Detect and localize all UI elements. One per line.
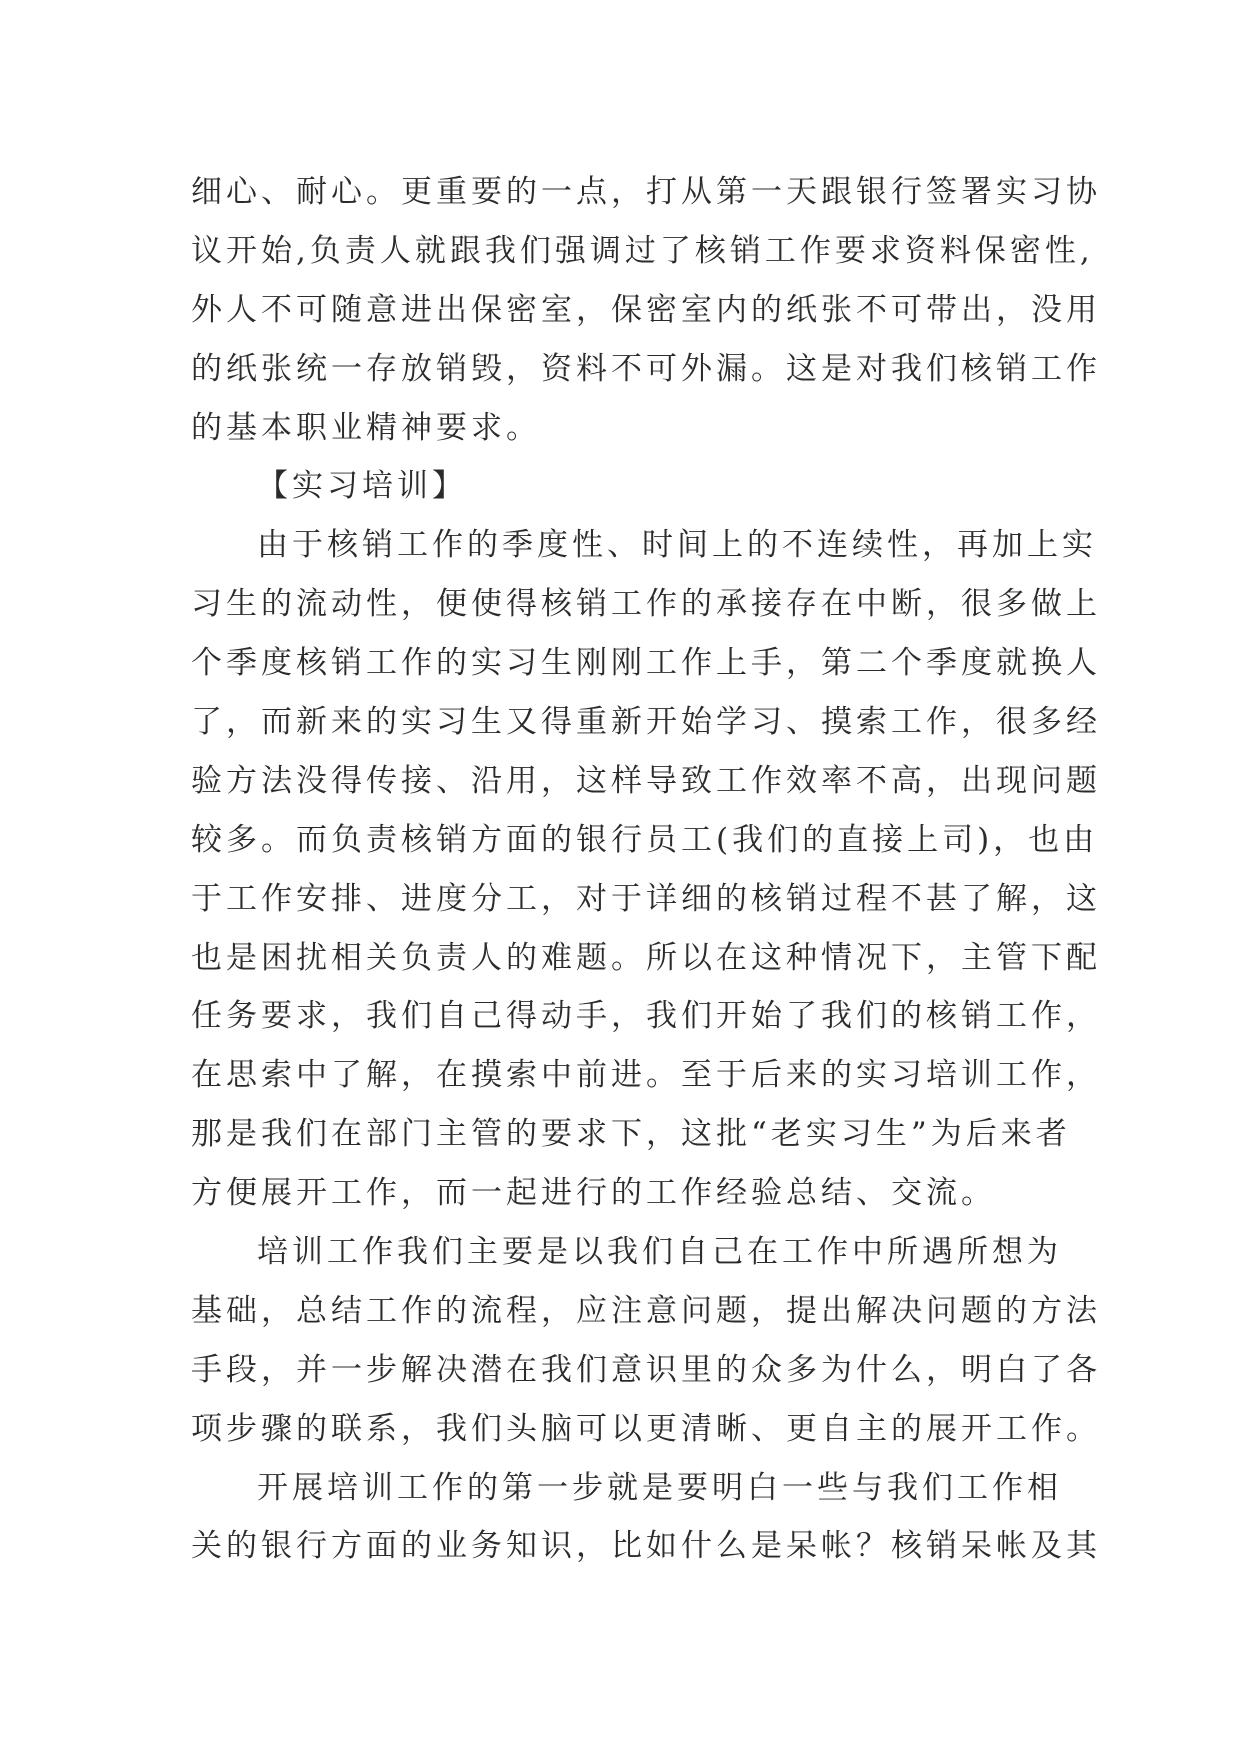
paragraph-start: 由于核销工作的季度性、时间上的不连续性，再加上实 [257, 527, 1097, 564]
text-line: 了，而新来的实习生又得重新开始学习、摸索工作，很多经 [191, 704, 1101, 741]
text-line: 细心、耐心。更重要的一点，打从第一天跟银行签署实习协 [191, 174, 1101, 210]
body-text [191, 163, 1101, 1576]
text-line: 个季度核销工作的实习生刚刚工作上手，第二个季度就换人 [191, 645, 1101, 682]
text-line: 的纸张统一存放销毁，资料不可外漏。这是对我们核销工作 [191, 350, 1101, 387]
text-line: 项步骤的联系，我们头脑可以更清晰、更自主的展开工作。 [191, 1410, 1101, 1447]
text-line: 习生的流动性，便使得核销工作的承接存在中断，很多做上 [191, 586, 1101, 623]
text-line: 议开始,负责人就跟我们强调过了核销工作要求资料保密性, [191, 232, 1094, 269]
text-line: 于工作安排、进度分工，对于详细的核销过程不甚了解，这 [191, 880, 1101, 917]
paragraph-start: 培训工作我们主要是以我们自己在工作中所遇所想为 [257, 1234, 1062, 1271]
text-line: 外人不可随意进出保密室，保密室内的纸张不可带出，没用 [191, 291, 1101, 328]
text-line: 那是我们在部门主管的要求下，这批“老实习生”为后来者 [191, 1116, 1071, 1153]
text-line: 在思索中了解，在摸索中前进。至于后来的实习培训工作， [191, 1057, 1101, 1094]
text-line: 较多。而负责核销方面的银行员工(我们的直接上司)，也由 [191, 821, 1099, 858]
section-heading: 【实习培训】 [257, 468, 467, 505]
text-line: 任务要求，我们自己得动手，我们开始了我们的核销工作， [191, 998, 1101, 1035]
text-line: 方便展开工作，而一起进行的工作经验总结、交流。 [191, 1175, 996, 1212]
text-line: 的基本职业精神要求。 [191, 409, 541, 446]
text-line: 关的银行方面的业务知识，比如什么是呆帐？核销呆帐及其 [191, 1528, 1101, 1565]
text-line: 基础，总结工作的流程，应注意问题，提出解决问题的方法 [191, 1292, 1101, 1329]
text-line: 手段，并一步解决潜在我们意识里的众多为什么，明白了各 [191, 1351, 1101, 1388]
text-line: 也是困扰相关负责人的难题。所以在这种情况下，主管下配 [191, 939, 1101, 976]
text-line: 验方法没得传接、沿用，这样导致工作效率不高，出现问题 [191, 762, 1101, 799]
paragraph-start: 开展培训工作的第一步就是要明白一些与我们工作相 [257, 1469, 1062, 1506]
